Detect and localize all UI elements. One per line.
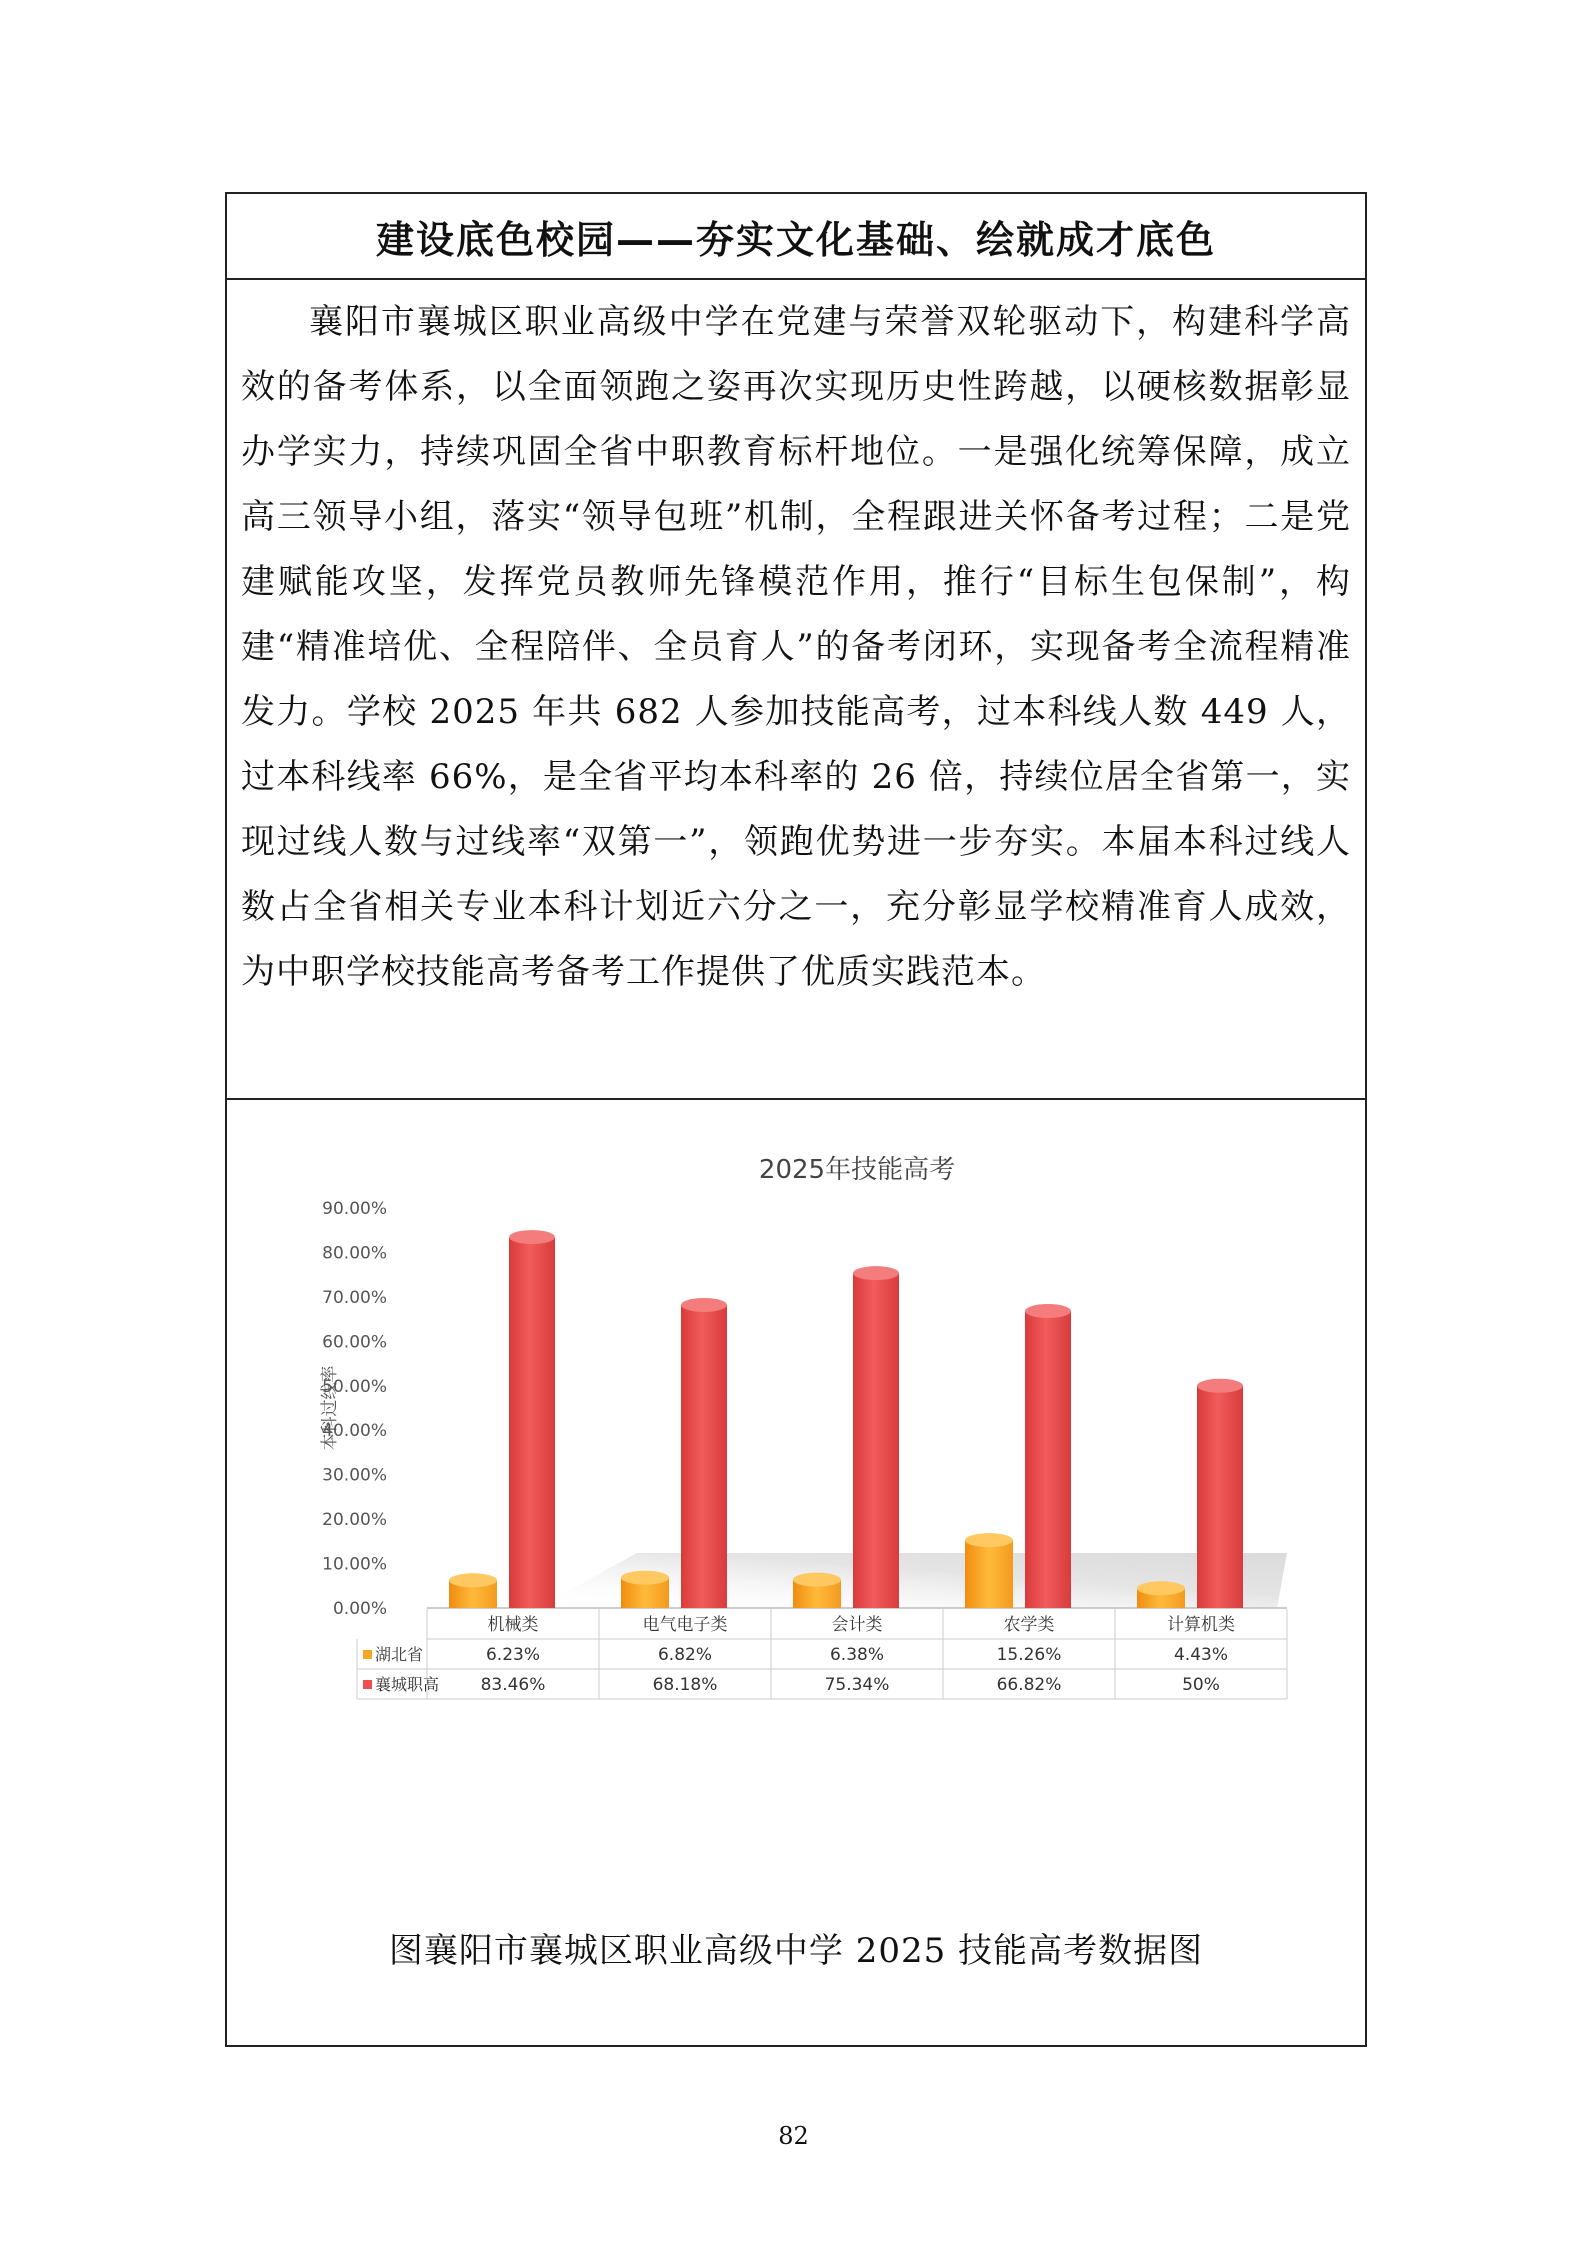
y-tick-label: 70.00% xyxy=(322,1287,387,1308)
y-tick-label: 0.00% xyxy=(332,1599,387,1619)
bar-xiangcheng xyxy=(509,1237,555,1608)
document-title: 建设底色校园——夯实文化基础、绘就成才底色 xyxy=(375,217,1216,262)
y-tick-label: 40.00% xyxy=(322,1421,387,1442)
body-row xyxy=(227,280,1365,1100)
y-tick-label: 60.00% xyxy=(322,1332,387,1353)
bar-chart xyxy=(287,1140,1307,1860)
bar-xiangcheng xyxy=(681,1305,727,1608)
bar-top-cap xyxy=(1025,1304,1071,1318)
y-tick-label: 20.00% xyxy=(322,1510,387,1531)
data-label: 83.46% xyxy=(480,1675,546,1695)
figure-caption: 图襄阳市襄城区职业高级中学 2025 技能高考数据图 xyxy=(388,1931,1204,1971)
data-label: 6.82% xyxy=(657,1645,713,1665)
data-label: 4.43% xyxy=(1173,1645,1229,1665)
page-number: 82 xyxy=(778,2122,809,2150)
data-label: 66.82% xyxy=(996,1675,1062,1695)
bar-top-cap xyxy=(681,1298,727,1312)
y-tick-label: 10.00% xyxy=(322,1554,387,1575)
bar-top-cap xyxy=(449,1573,497,1587)
category-label: 电气电子类 xyxy=(642,1615,728,1635)
legend-label: 湖北省 xyxy=(375,1645,424,1664)
category-label: 计算机类 xyxy=(1167,1615,1235,1635)
bar-top-cap xyxy=(793,1573,841,1587)
document-frame xyxy=(225,192,1367,2047)
bar-top-cap xyxy=(1137,1581,1185,1595)
category-label: 农学类 xyxy=(1003,1615,1055,1635)
bar-xiangcheng xyxy=(1025,1311,1071,1608)
bar-top-cap xyxy=(965,1533,1013,1547)
bar-xiangcheng xyxy=(853,1273,899,1608)
y-tick-label: 90.00% xyxy=(322,1199,387,1219)
data-label: 50% xyxy=(1182,1675,1220,1695)
body-paragraph: 襄阳市襄城区职业高级中学在党建与荣誉双轮驱动下，构建科学高效的备考体系，以全面领跑之姿再次实现历史性跨越，以硬核数据彰显办学实力，持续巩固全省中职教育标杆地位。一是强化统筹保障，成立高三领导小组，落实“领导包班”机制，全程跟进关怀备考过程；二是党建赋能攻坚，发挥党员教师先锋模范作用，推行“目标生包保制”，构建“精准培优、全程陪伴、全员育人”的备考闭环，实现备考全流程精准发力。学校 2025 年共 682 人参加技能高考，过本科线人数 449 人，过本科线率 66%，是全省平均本科率的 26 倍，持续位居全省第一，实现过线人数与过线率“双第一”，领跑优势进一步夯实。本届本科过线人数占全省相关专业本科计划近六分之一，充分彰显学校精准育人成效，为中职学校技能高考备考工作提供了优质实践范本。 xyxy=(241,302,1351,992)
title-row xyxy=(227,194,1365,280)
y-axis-label: 本科过线率 xyxy=(320,1365,340,1451)
legend-swatch xyxy=(363,1680,372,1689)
data-label: 6.38% xyxy=(829,1645,885,1665)
chart-row xyxy=(227,1100,1365,2047)
bar-top-cap xyxy=(1197,1379,1243,1393)
y-tick-label: 30.00% xyxy=(322,1465,387,1486)
data-label: 68.18% xyxy=(652,1675,718,1695)
bar-top-cap xyxy=(621,1571,669,1585)
y-tick-label: 80.00% xyxy=(322,1243,387,1264)
legend-label: 襄城职高 xyxy=(375,1675,440,1694)
legend-swatch xyxy=(363,1650,372,1659)
category-label: 会计类 xyxy=(831,1615,883,1635)
bar-top-cap xyxy=(853,1266,899,1280)
bar-xiangcheng xyxy=(1197,1386,1243,1608)
bar-hubei xyxy=(965,1540,1013,1608)
category-label: 机械类 xyxy=(487,1615,539,1635)
bar-top-cap xyxy=(509,1230,555,1244)
chart-title: 2025年技能高考 xyxy=(758,1155,956,1185)
data-label: 15.26% xyxy=(996,1645,1062,1665)
y-tick-label: 50.00% xyxy=(322,1376,387,1397)
data-label: 75.34% xyxy=(824,1675,890,1695)
data-label: 6.23% xyxy=(485,1645,541,1665)
